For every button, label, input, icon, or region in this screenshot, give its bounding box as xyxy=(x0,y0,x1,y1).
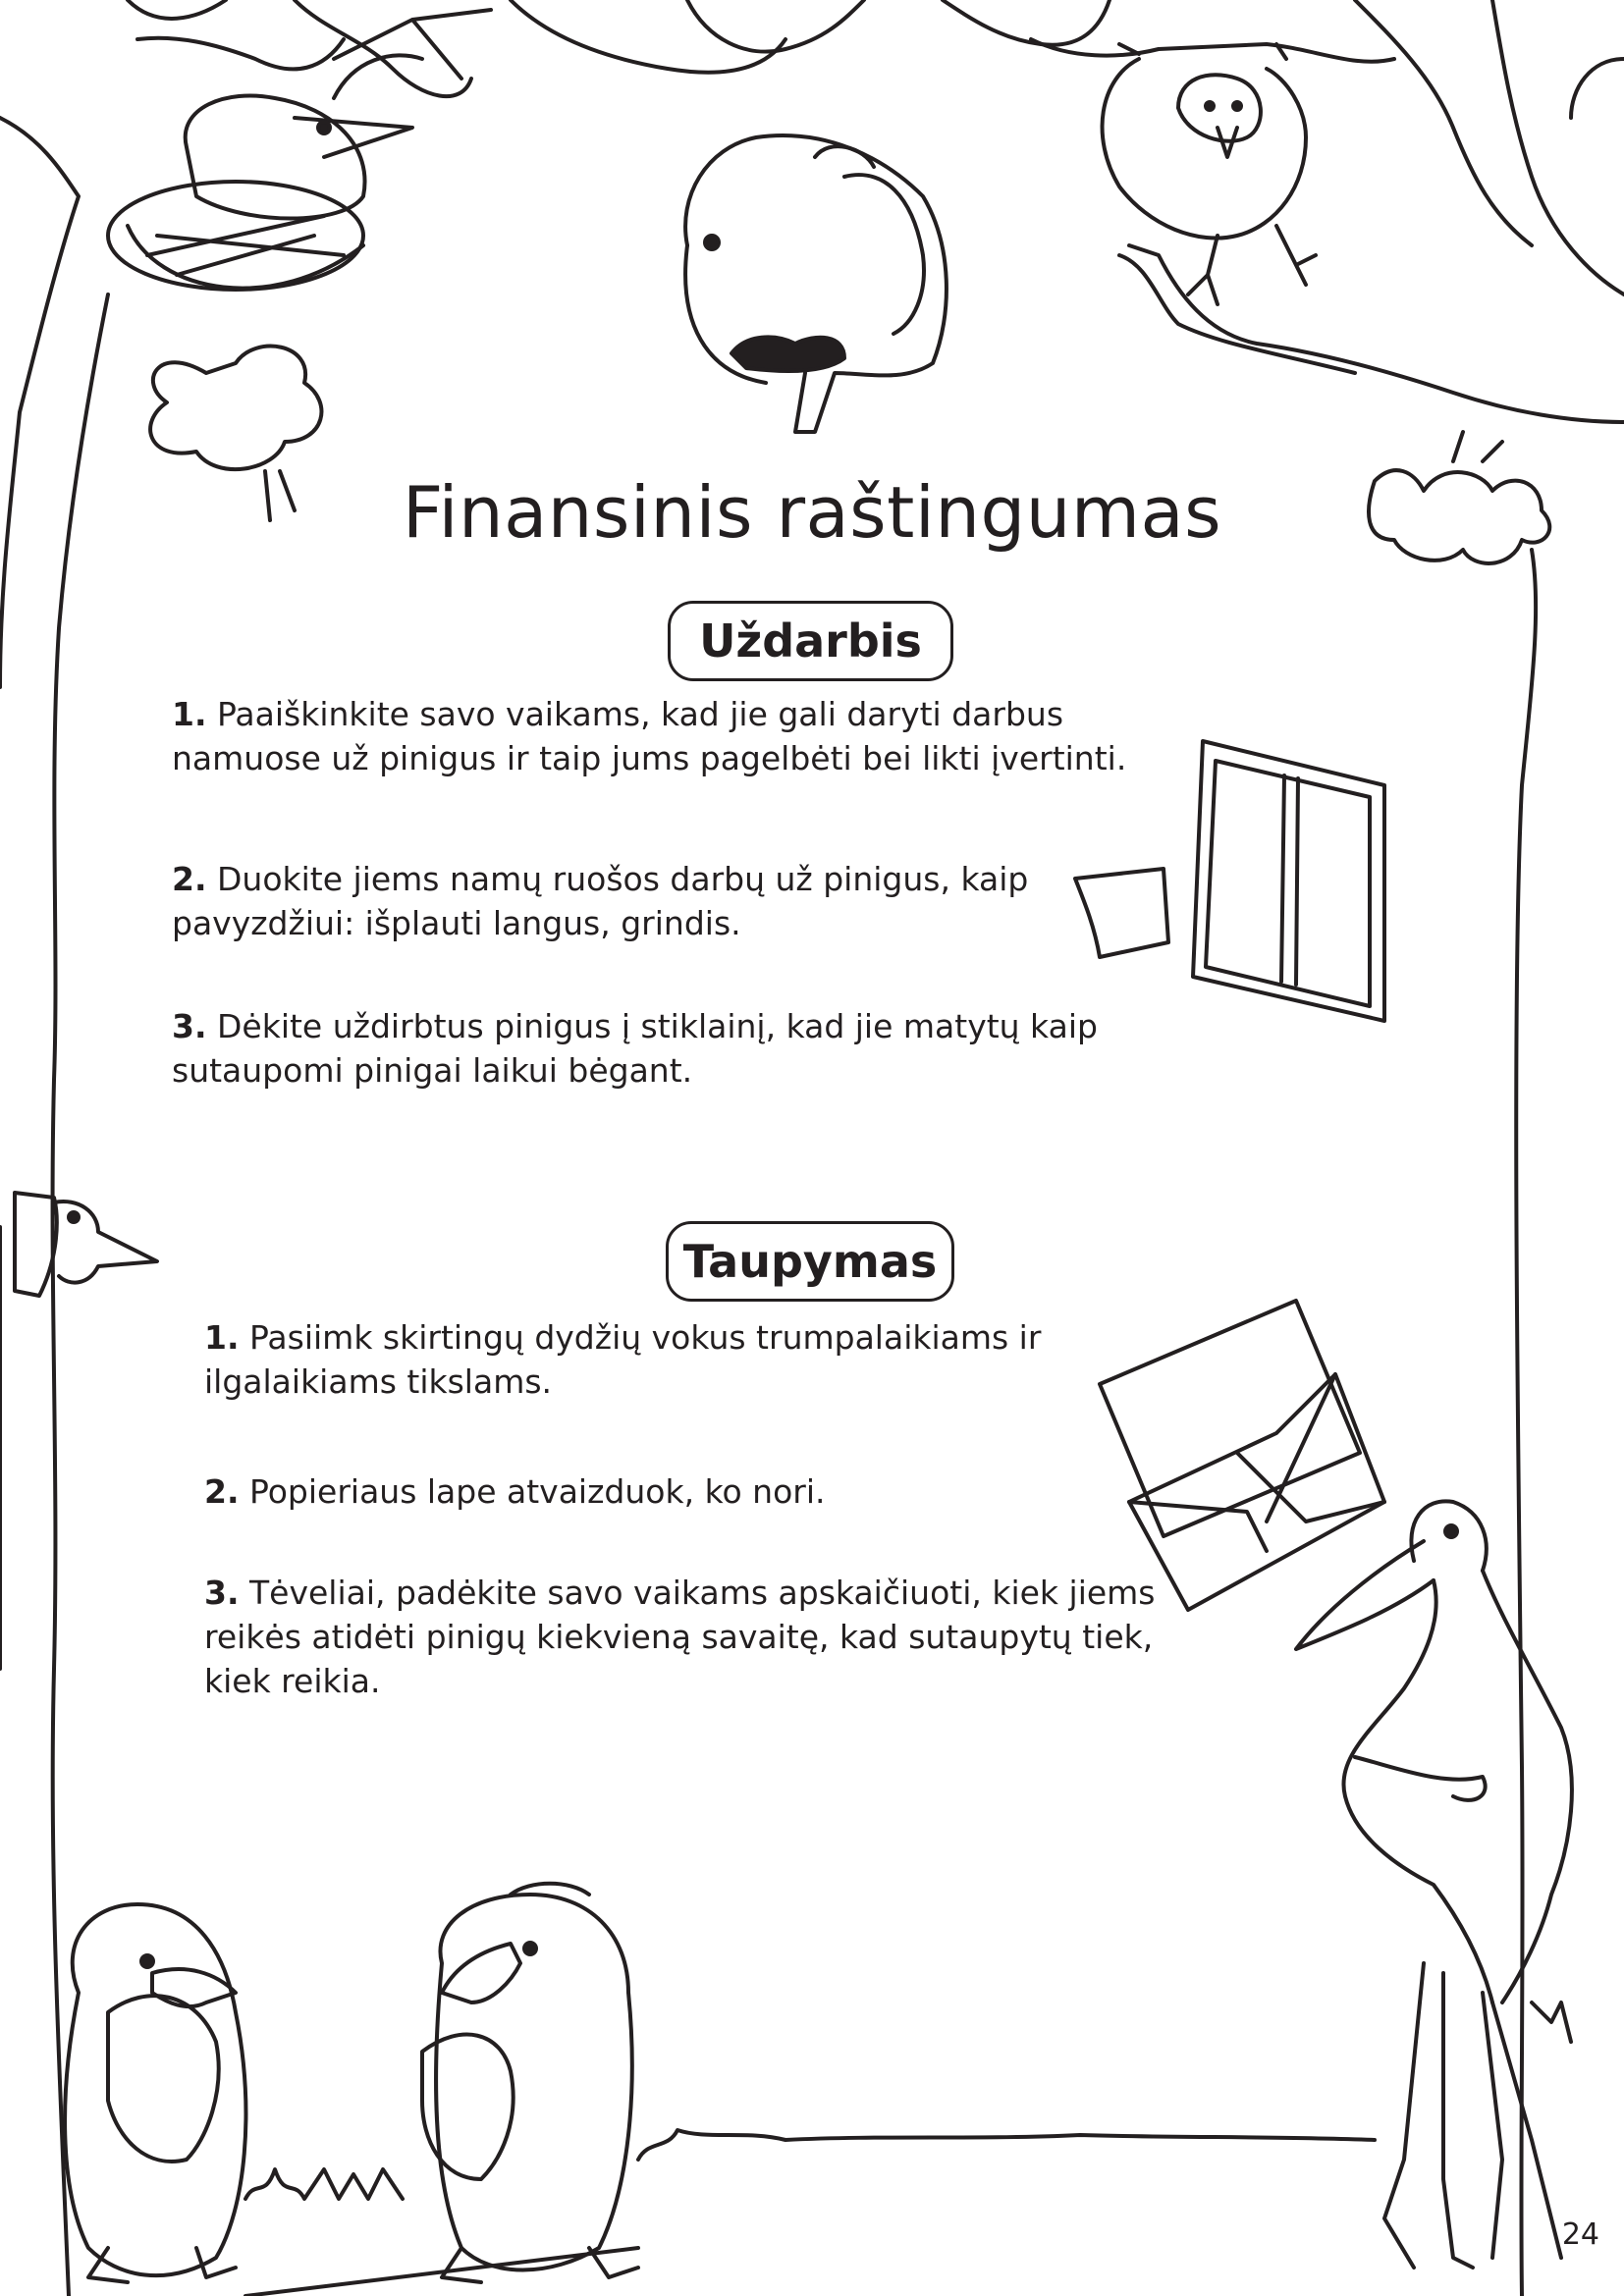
item-text: Popieriaus lape atvaizduok, ko nori. xyxy=(249,1472,826,1511)
item-text: Duokite jiems namų ruošos darbų už pinigus, kaip pavyzdžiui: išplauti langus, grindis. xyxy=(172,860,1029,942)
item-text: Tėveliai, padėkite savo vaikams apskaičiuoti, kiek jiems reikės atidėti pinigų kiekvieną savaitę, kad sutaupytų tiek, kiek reikia. xyxy=(204,1574,1156,1700)
list-item xyxy=(172,1004,1154,1093)
penguin-icon xyxy=(65,1904,245,2282)
peeking-bird-icon xyxy=(15,1193,157,1296)
section-heading-uzdarbis: Uždarbis xyxy=(668,601,953,681)
section-heading-taupymas: Taupymas xyxy=(666,1221,954,1302)
item-text: Paaiškinkite savo vaikams, kad jie gali daryti darbus namuose už pinigus ir taip jums pagelbėti bei likti įvertinti. xyxy=(172,695,1127,777)
list-item xyxy=(204,1315,1186,1404)
list-item xyxy=(172,857,1154,945)
bird-in-nest-icon xyxy=(108,10,491,520)
foliage-right-icon xyxy=(1369,432,1549,2296)
item-number: 1. xyxy=(204,1318,240,1357)
item-number: 3. xyxy=(204,1574,240,1612)
item-number: 2. xyxy=(172,860,207,898)
penguin-icon xyxy=(422,1884,638,2282)
elephant-icon xyxy=(685,135,947,432)
item-text: Dėkite uždirbtus pinigus į stiklainį, kad jie matytų kaip sutaupomi pinigai laikui bėgant. xyxy=(172,1007,1098,1090)
page-number: 24 xyxy=(1561,2217,1599,2252)
item-number: 1. xyxy=(172,695,207,733)
stork-icon xyxy=(1296,1501,1572,2268)
item-number: 2. xyxy=(204,1472,240,1511)
item-text: Pasiimk skirtingų dydžių vokus trumpalaikiams ir ilgalaikiams tikslams. xyxy=(204,1318,1042,1401)
item-number: 3. xyxy=(172,1007,207,1045)
page-title: Finansinis raštingumas xyxy=(402,471,1222,554)
list-item xyxy=(204,1469,1186,1514)
ground-grass-icon xyxy=(245,2130,1375,2296)
list-item xyxy=(172,692,1154,780)
list-item xyxy=(204,1571,1186,1703)
